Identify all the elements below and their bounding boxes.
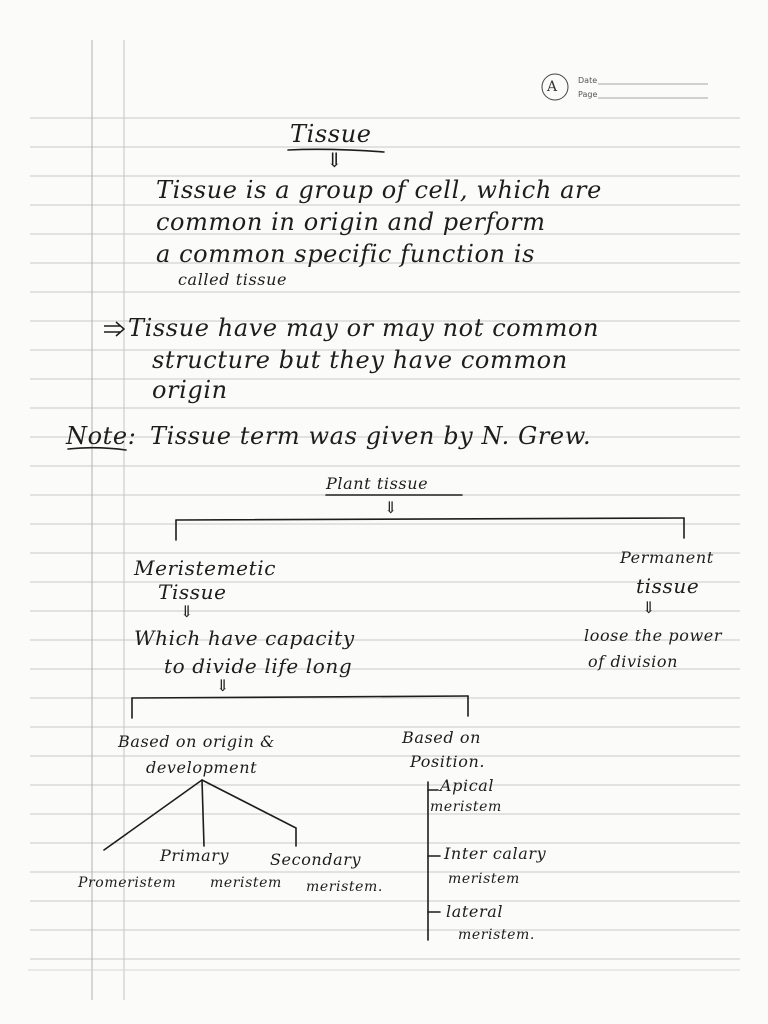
origin-title-2: development [146,758,258,777]
chart-root-arrow: ⇓ [384,498,399,517]
meristematic-title-2: Tissue [158,580,227,604]
position-item-2-line-1: Inter calary [444,844,547,863]
page-header [538,70,698,110]
permanent-desc-1: loose the power [584,626,723,645]
permanent-title-1: Permanent [620,548,714,567]
meristematic-desc-arrow: ⇓ [216,676,231,695]
permanent-title-2: tissue [636,574,700,598]
root-bar [176,518,684,520]
chart-root: Plant tissue [326,474,429,493]
brand-logo-letter: A [547,79,558,95]
page-title: Tissue [290,120,372,148]
origin-leaf-primary-2: meristem [210,875,282,891]
title-arrow: ⇓ [326,148,344,172]
point-line-3: origin [152,376,228,404]
meristematic-title-1: Meristemetic [134,556,277,580]
origin-branch-left [104,780,202,850]
definition-line-1: Tissue is a group of cell, which are [156,176,602,204]
header-fields [598,70,708,100]
point-line-2: structure but they have common [152,346,568,374]
definition-line-4: called tissue [178,270,288,289]
origin-leaf-secondary-2: meristem. [306,879,383,895]
position-item-3-line-1: lateral [446,902,504,921]
origin-leaf-promeristem: Promeristem [78,875,177,891]
meristematic-arrow: ⇓ [180,602,195,621]
origin-branch-mid [202,780,204,846]
meristematic-desc-1: Which have capacity [134,626,355,650]
note-label: Note: [66,422,137,450]
permanent-desc-2: of division [588,652,679,671]
position-title-2: Position. [410,752,486,771]
origin-branch-right [202,780,296,846]
origin-leaf-primary-1: Primary [160,846,230,865]
position-item-3-line-2: meristem. [458,927,535,943]
position-item-1-line-2: meristem [430,799,502,815]
origin-title-1: Based on origin & [118,732,275,751]
definition-line-3: a common specific function is [156,240,535,268]
position-item-1-line-1: Apical [440,776,495,795]
definition-line-2: common in origin and perform [156,208,546,236]
page-label: Page [578,90,598,99]
point-line-1: Tissue have may or may not common [128,314,600,342]
implies-arrow-icon [102,320,126,338]
meristematic-desc-2: to divide life long [164,654,353,678]
position-title-1: Based on [402,728,482,747]
permanent-arrow: ⇓ [642,598,657,617]
position-item-2-line-2: meristem [448,871,520,887]
origin-leaf-secondary-1: Secondary [270,850,362,869]
date-label: Date [578,76,598,85]
note-text: Tissue term was given by N. Grew. [150,422,592,450]
